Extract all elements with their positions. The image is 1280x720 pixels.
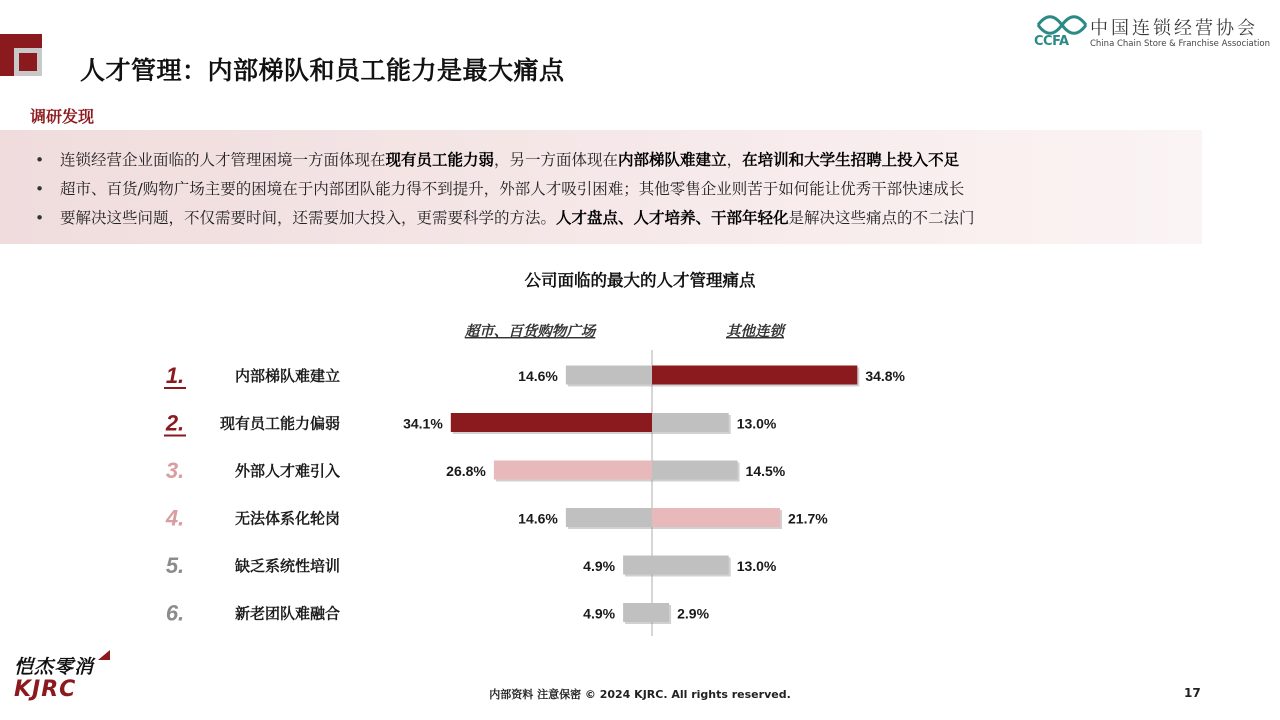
finding-text: 要解决这些问题，不仅需要时间，还需要加大投入，更需要科学的方法。 (60, 209, 557, 227)
footer-text: 内部资料 注意保密 © 2024 KJRC. All rights reserved. (489, 688, 791, 701)
bar-left (623, 603, 652, 622)
finding-text: 是解决这些痛点的不二法门 (788, 209, 975, 227)
value-label-right: 13.0% (736, 415, 777, 432)
slide-title: 人才管理：内部梯队和员工能力是最大痛点 (80, 56, 565, 85)
logo-cn-name: 中国连锁经营协会 (1090, 18, 1258, 39)
value-label-right: 21.7% (788, 510, 828, 527)
rank-label: 6. (165, 600, 185, 626)
rank-label: 4. (165, 505, 185, 531)
findings-panel (0, 130, 1202, 244)
bar-left (566, 508, 652, 527)
category-label: 现有员工能力偏弱 (219, 414, 340, 433)
bar-right (652, 556, 729, 575)
bar-right (652, 461, 738, 480)
ccfa-emblem-icon (1036, 14, 1088, 36)
finding-text: ， (726, 151, 743, 169)
value-label-right: 2.9% (677, 605, 710, 622)
value-label-left: 34.1% (403, 415, 443, 432)
finding-bullet (60, 146, 1202, 175)
title-accent-mark (0, 34, 56, 90)
brand-tick-icon (98, 650, 110, 660)
bar-right (652, 603, 669, 622)
finding-text: 连锁经营企业面临的人才管理困境一方面体现在 (60, 151, 386, 169)
value-label-left: 4.9% (583, 558, 616, 574)
chart-title: 公司面临的最大的人才管理痛点 (524, 271, 756, 290)
series-header-right: 其他连锁 (726, 324, 784, 340)
page-number: 17 (1184, 686, 1201, 700)
bar-left (451, 413, 652, 432)
logo-en-name: China Chain Store & Franchise Association (1090, 39, 1271, 49)
diverging-bar-chart (0, 300, 1280, 645)
finding-bullet (60, 204, 1202, 233)
bar-right (652, 366, 857, 385)
finding-emphasis: 内部梯队难建立 (618, 151, 727, 169)
ccfa-logo (1034, 12, 1271, 52)
value-label-right: 34.8% (865, 368, 906, 384)
bar-left (566, 366, 652, 385)
finding-text: ，另一方面体现在 (494, 151, 619, 169)
value-label-left: 26.8% (446, 463, 486, 479)
category-label: 外部人才难引入 (234, 462, 340, 480)
value-label-left: 14.6% (518, 510, 558, 527)
series-header-left: 超市、百货购物广场 (464, 324, 596, 340)
logo-abbr: CCFA (1034, 34, 1069, 49)
rank-label: 1. (165, 363, 185, 388)
value-label-left: 4.9% (583, 605, 616, 622)
finding-text: 超市、百货/购物广场主要的困境在于内部团队能力得不到提升，外部人才吸引困难；其他零售企业则苦于如何能让优秀干部快速成长 (60, 180, 965, 198)
category-label: 内部梯队难建立 (234, 367, 340, 385)
finding-emphasis: 人才盘点、人才培养、干部年轻化 (556, 209, 789, 227)
bar-left (494, 461, 652, 480)
finding-emphasis: 现有员工能力弱 (385, 151, 495, 169)
finding-emphasis: 在培训和大学生招聘上投入不足 (742, 151, 960, 169)
category-label: 缺乏系统性培训 (234, 557, 340, 575)
rank-label: 5. (165, 553, 185, 578)
value-label-right: 14.5% (745, 463, 786, 479)
findings-list (0, 130, 1202, 233)
category-label: 无法体系化轮岗 (234, 509, 340, 528)
brand-en: KJRC (14, 677, 77, 702)
finding-bullet (60, 175, 1202, 204)
value-label-left: 14.6% (518, 368, 558, 384)
bar-left (623, 556, 652, 575)
value-label-right: 13.0% (736, 558, 777, 574)
brand-cn: 恺杰零消 (14, 656, 95, 678)
rank-label: 2. (165, 410, 185, 436)
bar-right (652, 413, 729, 432)
bar-right (652, 508, 780, 527)
rank-label: 3. (165, 458, 185, 483)
findings-label: 调研发现 (30, 107, 95, 126)
category-label: 新老团队难融合 (234, 604, 340, 623)
